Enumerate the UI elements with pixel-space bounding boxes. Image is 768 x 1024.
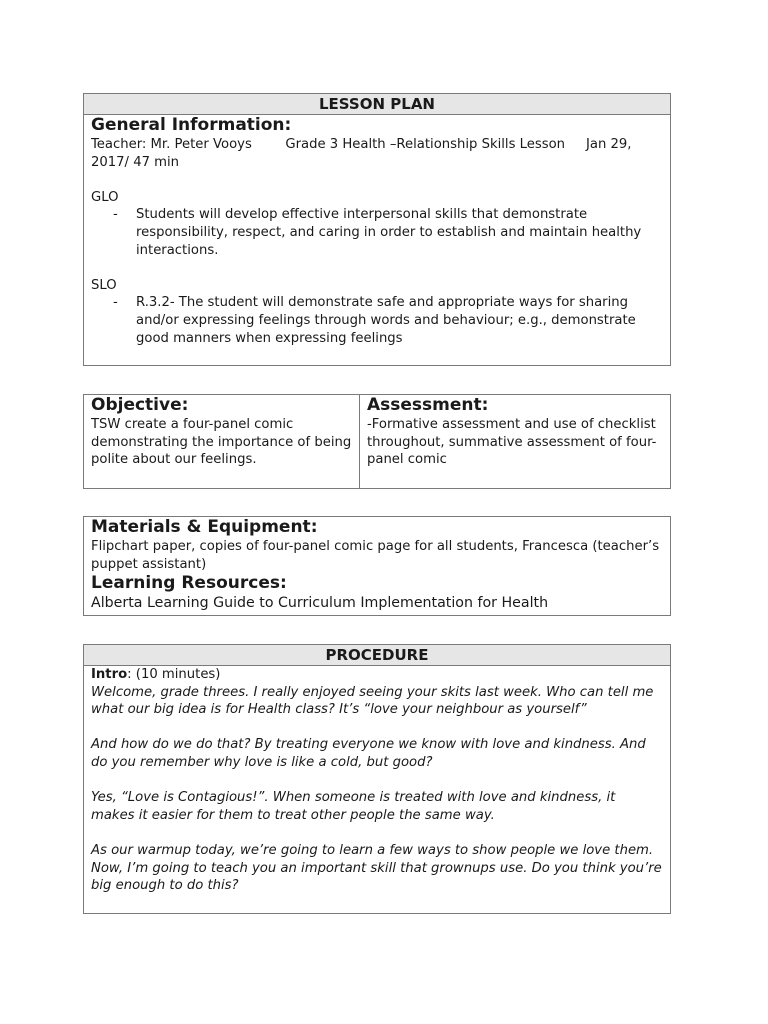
procedure-title: PROCEDURE	[84, 645, 670, 666]
intro-line	[91, 666, 663, 684]
slo-text: R.3.2- The student will demonstrate safe and appropriate ways for sharing and/or expressing feelings through words and behaviour; e.g., demonstrate good manners when expressing feelings	[136, 295, 636, 346]
lesson-plan-title: LESSON PLAN	[84, 94, 670, 115]
procedure-paragraph-4: As our warmup today, we’re going to learn a few ways to show people we love them. Now, I’m going to teach you an important skill that grownups use. Do you think you’re big enough to do this?	[91, 842, 662, 894]
objective-assessment-box	[83, 394, 671, 489]
slo-item	[91, 294, 663, 347]
objective-heading: Objective:	[91, 395, 189, 415]
assessment-heading: Assessment:	[367, 395, 489, 415]
glo-label: GLO	[91, 189, 119, 205]
glo-item	[91, 206, 663, 259]
teacher-line-2: 2017/ 47 min	[91, 154, 180, 170]
materials-text: Flipchart paper, copies of four-panel comic page for all students, Francesca (teacher’s puppet assistant)	[91, 539, 660, 572]
objective-cell	[84, 395, 360, 488]
glo-text: Students will develop effective interpersonal skills that demonstrate responsibility, respect, and caring in order to establish and maintain healthy interactions.	[136, 207, 642, 258]
glo-dash: -	[113, 207, 118, 223]
slo-dash: -	[113, 295, 118, 311]
learning-resources-heading: Learning Resources:	[91, 573, 287, 594]
procedure-box	[83, 644, 671, 914]
intro-label: Intro	[91, 667, 128, 682]
materials-box	[83, 516, 671, 616]
general-information-box	[83, 93, 671, 366]
general-information-heading: General Information:	[91, 115, 292, 135]
procedure-paragraph-1: Welcome, grade threes. I really enjoyed seeing your skits last week. Who can tell me what our big idea is for Health class? It’s “love your neighbour as yourself”	[91, 684, 654, 718]
objective-text: TSW create a four-panel comic demonstrating the importance of being polite about our feelings.	[91, 417, 352, 468]
procedure-paragraph-3: Yes, “Love is Contagious!”. When someone is treated with love and kindness, it makes it easier for them to treat other people the same way.	[91, 790, 616, 823]
learning-resources-text: Alberta Learning Guide to Curriculum Implementation for Health	[91, 595, 549, 612]
procedure-paragraph-2: And how do we do that? By treating everyone we know with love and kindness. And do you remember why love is like a cold, but good?	[91, 737, 646, 770]
teacher-line-1: Teacher: Mr. Peter Vooys Grade 3 Health –Relationship Skills Lesson Jan 29,	[91, 137, 632, 152]
assessment-text: -Formative assessment and use of checklist throughout, summative assessment of four-panel comic	[367, 417, 657, 468]
slo-label: SLO	[91, 277, 117, 293]
assessment-cell	[360, 395, 670, 488]
materials-heading: Materials & Equipment:	[91, 517, 318, 537]
intro-time: : (10 minutes)	[127, 667, 221, 682]
